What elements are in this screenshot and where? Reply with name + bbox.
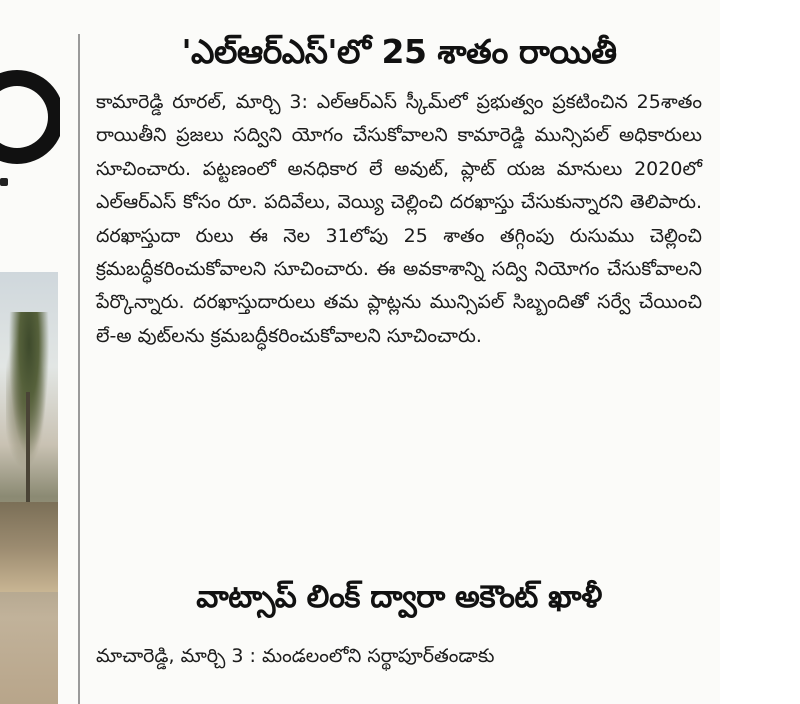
article-headline: 'ఎల్ఆర్ఎస్'లో 25 శాతం రాయితీ (181, 32, 617, 71)
photo-ground (0, 502, 58, 592)
column-divider (78, 34, 80, 704)
adjacent-photo (0, 272, 58, 704)
article-body: కామారెడ్డి రూరల్, మార్చి 3: ఎల్ఆర్ఎస్ స్కీమ్‌లో ప్రభుత్వం ప్రకటించిన 25శాతం రాయితీని ప్రజలు సద్విని యోగం చేసుకోవాలని కామారెడ్డి మున్సిపల్ అధికారులు సూచించారు. పట్టణంలో అనధికార లే అవుట్, ప్లాట్ యజ మానులు 2020లో ఎల్ఆర్ఎస్ కోసం రూ. పదివేలు, వెయ్యి చెల్లించి దరఖాస్తు చేసుకున్నారని తెలిపారు. దరఖాస్తుదా రులు ఈ నెల 31లోపు 25 శాతం తగ్గింపు రుసుము చెల్లించి క్రమబద్ధీకరించుకోవాలని సూచించారు. ఈ అవకాశాన్ని సద్వి నియోగం చేసుకోవాలని పేర్కొన్నారు. దరఖాస్తుదారులు తమ ప్లాట్లను మున్సిపల్ సిబ్బందితో సర్వే చేయించి లే-అ వుట్‌లను క్రమబద్ధీకరించుకోవాలని సూచించారు. (96, 91, 702, 347)
page-margin (720, 0, 800, 704)
article-lrs-rebate (96, 26, 702, 353)
adjacent-text-fragment (0, 178, 8, 186)
adjacent-headline-glyph (0, 70, 60, 164)
article-headline: వాట్సాప్ లింక్ ద్వారా అకౌంట్ ఖాళీ (196, 579, 602, 615)
photo-tree-trunk (26, 392, 30, 512)
article-whatsapp-fraud (96, 572, 702, 704)
adjacent-column-fragment (0, 0, 60, 704)
article-body: మాచారెడ్డి, మార్చి 3 : మండలంలోని సర్థాపూర్‌తండాకు (96, 645, 495, 667)
